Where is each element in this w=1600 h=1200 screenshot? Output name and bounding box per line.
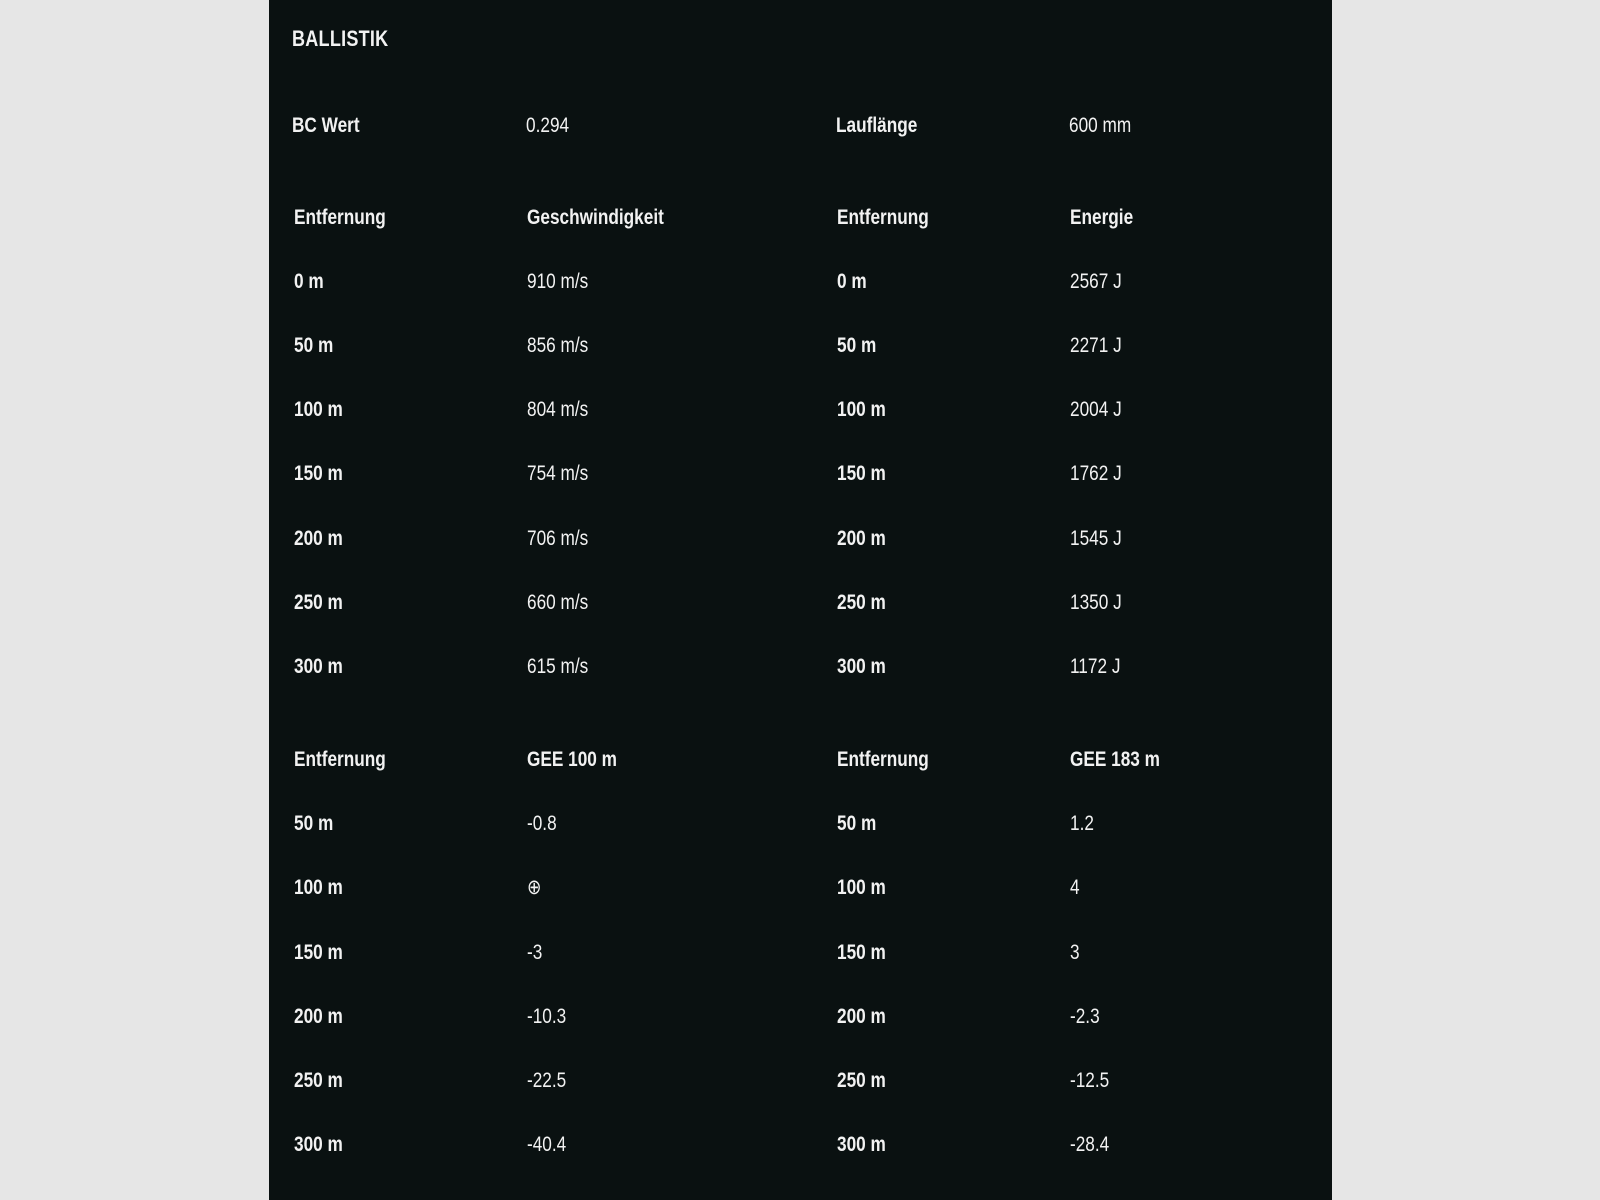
energy-row-distance: 300 m [837, 655, 886, 678]
velocity-row-speed: 754 m/s [527, 462, 589, 485]
gee100-row-distance: 50 m [294, 812, 334, 835]
energy-row-distance: 50 m [837, 334, 877, 357]
gee100-row-value: -40.4 [527, 1133, 567, 1156]
velocity-row-distance: 100 m [294, 398, 343, 421]
gee100-row-value: -22.5 [527, 1069, 567, 1092]
energy-row-distance: 200 m [837, 527, 886, 550]
gee183-row-distance: 200 m [837, 1005, 886, 1028]
barrel-length-value: 600 mm [1069, 114, 1132, 137]
energy-row-distance: 150 m [837, 462, 886, 485]
gee183-row-distance: 300 m [837, 1133, 886, 1156]
energy-header-energy: Energie [1070, 206, 1134, 229]
gee183-row-distance: 250 m [837, 1069, 886, 1092]
gee183-header-value: GEE 183 m [1070, 748, 1160, 771]
gee100-header-value: GEE 100 m [527, 748, 617, 771]
gee100-row-value: -0.8 [527, 812, 557, 835]
energy-row-energy: 1545 J [1070, 527, 1122, 550]
velocity-row-speed: 615 m/s [527, 655, 589, 678]
gee100-row-distance: 100 m [294, 876, 343, 899]
gee100-row-distance: 250 m [294, 1069, 343, 1092]
energy-header-distance: Entfernung [837, 206, 929, 229]
zero-point-icon: ⊕ [527, 876, 542, 899]
gee100-header-distance: Entfernung [294, 748, 386, 771]
gee183-row-distance: 150 m [837, 941, 886, 964]
bc-label: BC Wert [292, 114, 360, 137]
energy-row-distance: 250 m [837, 591, 886, 614]
velocity-row-speed: 660 m/s [527, 591, 589, 614]
energy-row-energy: 2004 J [1070, 398, 1122, 421]
gee183-row-value: -12.5 [1070, 1069, 1110, 1092]
energy-row-energy: 1350 J [1070, 591, 1122, 614]
velocity-row-distance: 0 m [294, 270, 324, 293]
velocity-header-speed: Geschwindigkeit [527, 206, 664, 229]
energy-row-energy: 1172 J [1070, 655, 1121, 678]
gee183-row-value: 4 [1070, 876, 1080, 899]
energy-row-distance: 0 m [837, 270, 867, 293]
energy-row-distance: 100 m [837, 398, 886, 421]
energy-row-energy: 2271 J [1070, 334, 1122, 357]
gee100-row-distance: 200 m [294, 1005, 343, 1028]
velocity-row-speed: 856 m/s [527, 334, 589, 357]
gee183-row-value: 1.2 [1070, 812, 1094, 835]
gee100-row-value: -10.3 [527, 1005, 567, 1028]
gee183-row-distance: 100 m [837, 876, 886, 899]
gee100-row-value: -3 [527, 941, 543, 964]
section-title: BALLISTIK [292, 26, 389, 51]
gee183-row-value: -2.3 [1070, 1005, 1100, 1028]
gee183-row-value: 3 [1070, 941, 1080, 964]
velocity-row-distance: 250 m [294, 591, 343, 614]
bc-value: 0.294 [526, 114, 570, 137]
velocity-row-speed: 804 m/s [527, 398, 589, 421]
energy-row-energy: 1762 J [1070, 462, 1122, 485]
gee183-row-value: -28.4 [1070, 1133, 1110, 1156]
velocity-row-speed: 706 m/s [527, 527, 589, 550]
energy-row-energy: 2567 J [1070, 270, 1122, 293]
barrel-length-label: Lauflänge [836, 114, 918, 137]
velocity-row-distance: 150 m [294, 462, 343, 485]
velocity-row-distance: 50 m [294, 334, 334, 357]
velocity-row-distance: 200 m [294, 527, 343, 550]
velocity-row-distance: 300 m [294, 655, 343, 678]
velocity-row-speed: 910 m/s [527, 270, 589, 293]
gee100-row-distance: 300 m [294, 1133, 343, 1156]
gee183-header-distance: Entfernung [837, 748, 929, 771]
velocity-header-distance: Entfernung [294, 206, 386, 229]
gee100-row-distance: 150 m [294, 941, 343, 964]
gee183-row-distance: 50 m [837, 812, 877, 835]
ballistics-panel [269, 0, 1332, 1200]
